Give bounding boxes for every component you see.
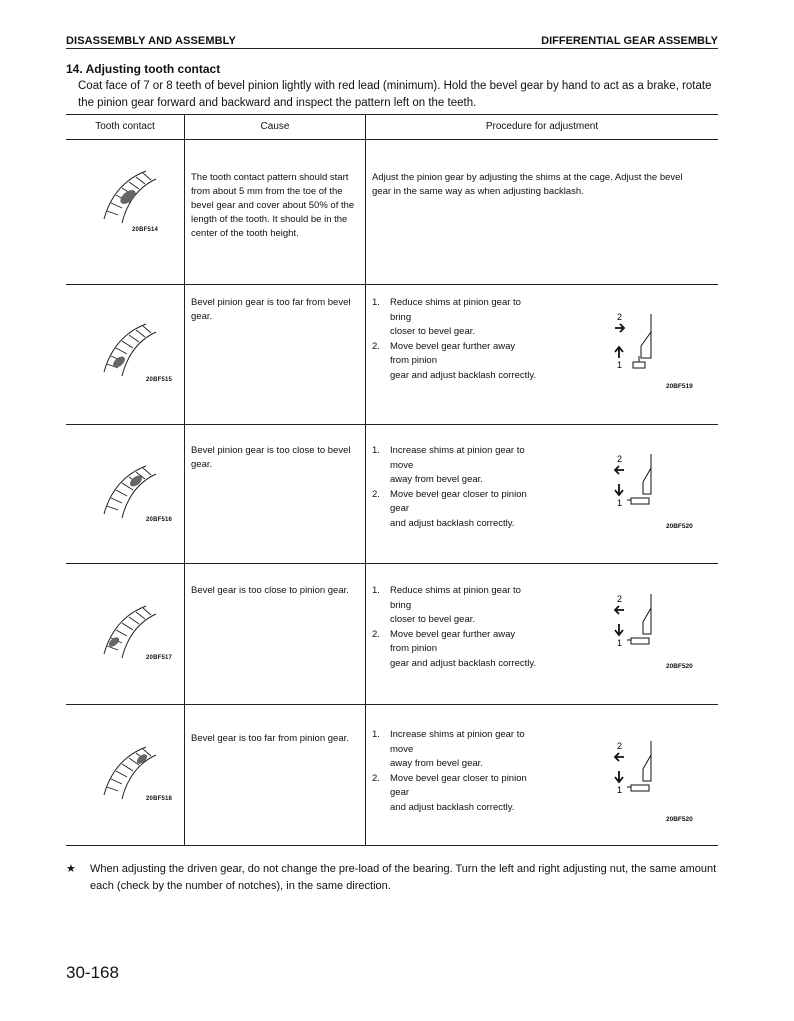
procedure-step: 1. Increase shims at pinion gear to move away from bevel gear.	[372, 445, 525, 485]
procedure-step: 1. Increase shims at pinion gear to move away from bevel gear.	[372, 729, 525, 769]
gear-adjustment-diagram-icon	[611, 588, 661, 654]
cause-text: Bevel pinion gear is too far from bevel gear.	[191, 297, 351, 322]
table-row	[66, 139, 718, 284]
table-row	[66, 563, 718, 704]
gear-adjustment-diagram-icon	[611, 306, 661, 372]
table-bottom-border	[66, 845, 718, 846]
header-section-title: DISASSEMBLY AND ASSEMBLY	[66, 35, 236, 47]
svg-text:2: 2	[617, 312, 623, 322]
table-row	[66, 284, 718, 424]
gear-adjustment-diagram-icon	[611, 448, 661, 514]
figure-code: 20BF516	[146, 517, 173, 523]
column-header-tooth-contact: Tooth contact	[95, 121, 155, 132]
svg-text:2: 2	[617, 594, 623, 604]
cause-text: Bevel pinion gear is too close to bevel gear.	[191, 445, 351, 470]
svg-text:1: 1	[617, 498, 623, 508]
note-text: When adjusting the driven gear, do not change the pre-load of the bearing. Turn the left and right adjusting nut, the same amount each (check by the number of notches), in the same direction.	[90, 863, 717, 892]
procedure-steps	[372, 728, 602, 815]
header-chapter-title: DIFFERENTIAL GEAR ASSEMBLY	[541, 35, 718, 47]
note-paragraph	[66, 861, 721, 895]
table-top-border	[66, 114, 718, 115]
gear-tooth-contact-icon	[92, 314, 172, 384]
diagram-code: 20BF519	[666, 383, 693, 390]
section-title: 14. Adjusting tooth contact	[66, 62, 221, 76]
procedure-step: 1. Reduce shims at pinion gear to bring closer to bevel gear.	[372, 297, 521, 337]
procedure-step: 2. Move bevel gear further away from pinion gear and adjust backlash correctly.	[372, 340, 537, 381]
star-icon: ★	[66, 863, 76, 875]
header-divider	[66, 48, 718, 49]
section-intro: Coat face of 7 or 8 teeth of bevel pinion lightly with red lead (minimum). Hold the bevel gear by hand to act as a brake, rotate the pinion gear forward and backward and inspect the pattern left on the teeth.	[78, 80, 712, 109]
cause-text: The tooth contact pattern should start from about 5 mm from the toe of the bevel gear and cover about 50% of the length of the tooth. It should be in the center of the tooth height.	[191, 172, 355, 239]
table-row	[66, 424, 718, 563]
column-header-cause: Cause	[260, 121, 290, 132]
page-number: 30-168	[66, 963, 119, 982]
procedure-steps	[372, 296, 602, 383]
cause-text: Bevel gear is too close to pinion gear.	[191, 585, 349, 596]
diagram-code: 20BF520	[666, 663, 693, 670]
column-header-procedure: Procedure for adjustment	[485, 121, 599, 132]
tooth-contact-table	[66, 114, 718, 846]
procedure-steps	[372, 584, 602, 671]
procedure-text: Adjust the pinion gear by adjusting the shims at the cage. Adjust the bevel gear in the same way as when adjusting backlash.	[372, 172, 683, 197]
gear-tooth-contact-icon	[92, 456, 172, 526]
gear-tooth-contact-icon	[92, 161, 172, 231]
figure-code: 20BF515	[146, 377, 173, 383]
svg-text:1: 1	[617, 360, 623, 370]
svg-text:1: 1	[617, 785, 623, 795]
procedure-step: 2. Move bevel gear further away from pinion gear and adjust backlash correctly.	[372, 628, 537, 669]
procedure-step: 2. Move bevel gear closer to pinion gear and adjust backlash correctly.	[372, 772, 527, 813]
figure-code: 20BF517	[146, 655, 173, 661]
figure-code: 20BF514	[132, 227, 159, 233]
cause-text: Bevel gear is too far from pinion gear.	[191, 733, 349, 744]
diagram-code: 20BF520	[666, 523, 693, 530]
table-row	[66, 704, 718, 845]
procedure-step: 1. Reduce shims at pinion gear to bring closer to bevel gear.	[372, 585, 521, 625]
diagram-code: 20BF520	[666, 816, 693, 823]
procedure-steps	[372, 444, 602, 531]
gear-adjustment-diagram-icon	[611, 735, 661, 801]
svg-text:2: 2	[617, 454, 623, 464]
svg-text:1: 1	[617, 638, 623, 648]
figure-code: 20BF518	[146, 796, 173, 802]
procedure-step: 2. Move bevel gear closer to pinion gear and adjust backlash correctly.	[372, 488, 527, 529]
svg-text:2: 2	[617, 741, 623, 751]
